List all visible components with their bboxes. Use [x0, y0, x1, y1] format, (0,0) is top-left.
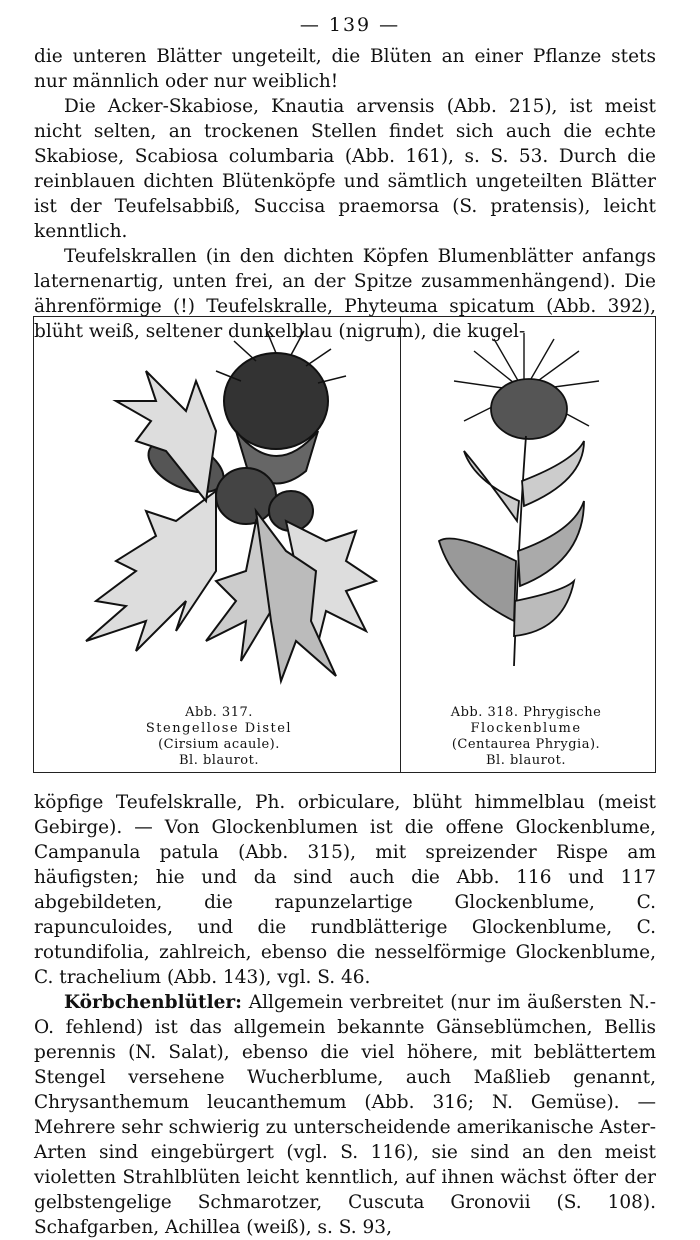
paragraph: Die Acker-Skabiose, Knautia arvensis (Abb. 215), ist meist nicht selten, an trockenen Stellen findet sich auch die echte Skabiose, Scabiosa columbaria (Abb. 161), s. S. 53. Durch die reinblauen dichten Blütenköpfe und sämtlich ungeteilten Blätter ist der Teufelsabbiß, Succisa praemorsa (S. pratensis), leicht kenntlich. — [34, 96, 656, 242]
section-lead: Körbchenblütler: — [64, 992, 242, 1013]
lower-text-block — [34, 790, 656, 1240]
figure-number: Abb. 317. — [185, 705, 253, 720]
figure-divider — [400, 317, 401, 772]
figure-latin-name: (Cirsium acaule). — [158, 737, 280, 752]
figure-caption-right — [406, 705, 646, 769]
figure-caption-left — [54, 705, 384, 769]
paragraph — [34, 990, 656, 1240]
paragraph-body: Allgemein verbreitet (nur im äußersten N.-O. fehlend) ist das allgemein bekannte Gänseblümchen, Bellis perennis (N. Salat), ebenso die viel höhere, mit beblättertem Stengel versehene Wucherblume, auch Maßlieb genannt, Chrysanthemum leucanthemum (Abb. 316; N. Gemüse). — Mehrere sehr schwierig zu unterscheidende amerikanische Aster-Arten sind eingebürgert (vgl. S. 116), sie sind an den meist violetten Strahlblüten leicht kenntlich, auf ihnen wächst öfter der gelbstengelige Schmarotzer, Cuscuta Gronovii (S. 108). Schafgarben, Achillea (weiß), s. S. 93, — [34, 992, 656, 1238]
figure-title: Stengellose Distel — [145, 721, 293, 736]
figure-flower-color: Bl. blaurot. — [486, 753, 566, 768]
figure-number: Abb. 318. Phrygische — [450, 705, 602, 720]
figure-plate — [33, 316, 656, 773]
phrygian-knapweed-illustration — [434, 331, 614, 671]
paragraph: die unteren Blätter ungeteilt, die Blüten an einer Pflanze stets nur männlich oder nur weiblich! — [34, 46, 656, 92]
paragraph: Teufelskrallen (in den dichten Köpfen Blumenblätter anfangs laternenartig, unten frei, an der Spitze zusammenhängend). Die ährenförmige (!) Teufelskralle, Phyteuma spicatum (Abb. 392), blüht weiß, seltener dunkelblau (nigrum), die kugel- — [34, 246, 656, 342]
stemless-thistle-illustration — [56, 321, 386, 701]
page-number: — 139 — — [299, 14, 401, 36]
upper-text-block — [34, 44, 656, 344]
figure-latin-name: (Centaurea Phrygia). — [451, 737, 601, 752]
figure-flower-color: Bl. blaurot. — [179, 753, 259, 768]
figure-title: Flockenblume — [470, 721, 582, 736]
paragraph: köpfige Teufelskralle, Ph. orbiculare, blüht himmelblau (meist Gebirge). — Von Glockenblumen ist die offene Glockenblume, Campanula patula (Abb. 315), mit spreizender Rispe am häufigsten; hie und da sind auch die Abb. 116 und 117 abgebildeten, die rapunzelartige Glockenblume, C. rapunculoides, und die rundblätterige Glockenblume, C. rotundifolia, zahlreich, ebenso die nesselförmige Glockenblume, C. trachelium (Abb. 143), vgl. S. 46. — [34, 792, 656, 988]
